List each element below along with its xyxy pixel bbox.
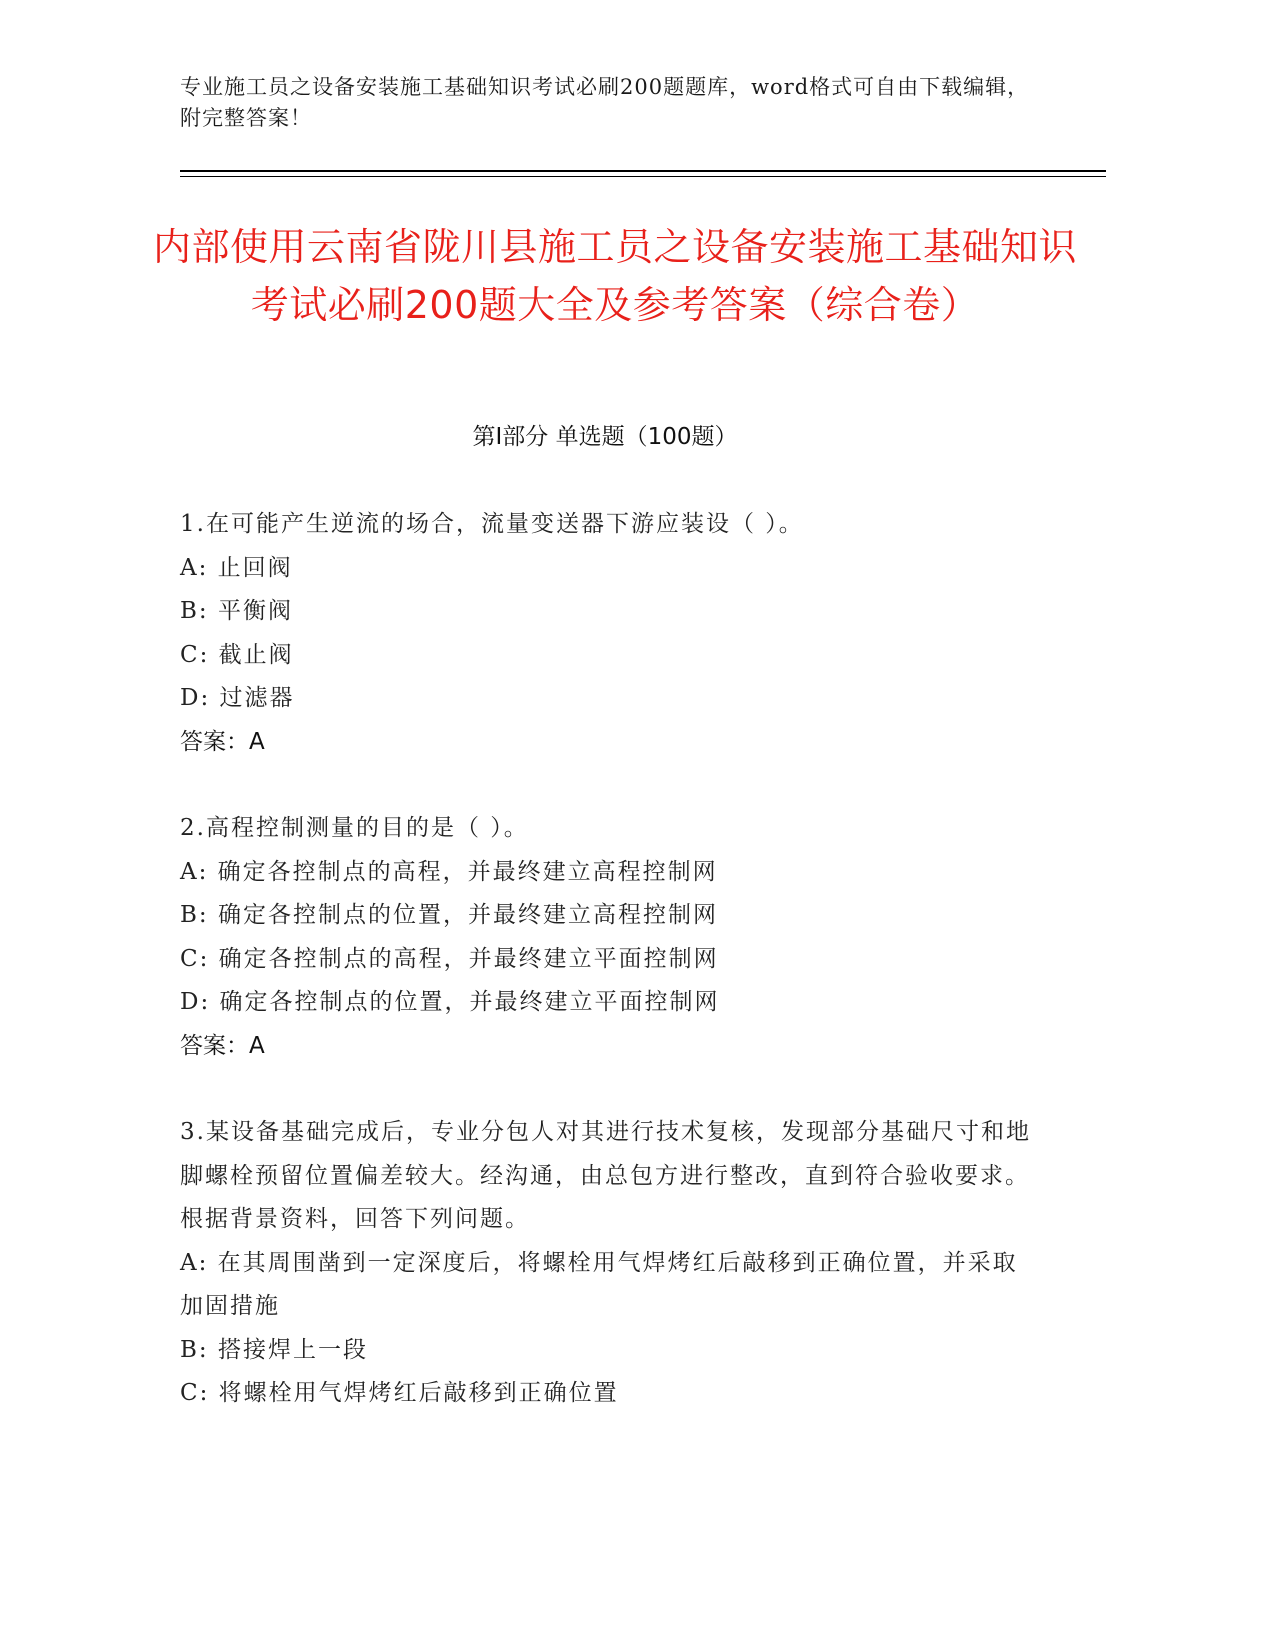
option-a: A: 在其周围凿到一定深度后，将螺栓用气焊烤红后敲移到正确位置，并采取加固措施: [180, 1249, 1018, 1319]
option-c: C: 截止阀: [180, 641, 294, 668]
option-b: B: 确定各控制点的位置，并最终建立高程控制网: [180, 902, 718, 928]
question-3: [180, 1111, 1040, 1416]
option-c: C: 确定各控制点的高程，并最终建立平面控制网: [180, 945, 719, 972]
question-1: [180, 503, 1040, 764]
option-b: B: 搭接焊上一段: [180, 1336, 368, 1363]
option-b: B: 平衡阀: [180, 598, 293, 624]
question-list: [180, 503, 1040, 1459]
answer-line: 答案：A: [180, 728, 265, 755]
option-c: C: 将螺栓用气焊烤红后敲移到正确位置: [180, 1380, 619, 1406]
option-a: A: 止回阀: [180, 554, 293, 581]
answer-line: 答案：A: [180, 1032, 265, 1059]
section-heading: 第I部分 单选题（100题）: [472, 424, 738, 450]
question-stem: 2.高程控制测量的目的是（ ）。: [180, 815, 529, 841]
question-2: [180, 807, 1040, 1068]
header-note: 专业施工员之设备安装施工基础知识考试必刷200题题库，word格式可自由下载编辑，附完整答案！: [180, 75, 1030, 130]
option-a: A: 确定各控制点的高程，并最终建立高程控制网: [180, 858, 718, 885]
option-d: D: 确定各控制点的位置，并最终建立平面控制网: [180, 989, 720, 1015]
question-stem: 3.某设备基础完成后，专业分包人对其进行技术复核，发现部分基础尺寸和地脚螺栓预留位置偏差较大。经沟通，由总包方进行整改，直到符合验收要求。根据背景资料，回答下列问题。: [180, 1119, 1031, 1232]
document-title: 内部使用云南省陇川县施工员之设备安装施工基础知识考试必刷200题大全及参考答案（综合卷）: [152, 225, 1077, 327]
option-d: D: 过滤器: [180, 685, 295, 711]
header-divider-thin: [180, 176, 1106, 177]
header-divider-thick: [180, 170, 1106, 172]
question-stem: 1.在可能产生逆流的场合，流量变送器下游应装设（ ）。: [180, 511, 804, 537]
